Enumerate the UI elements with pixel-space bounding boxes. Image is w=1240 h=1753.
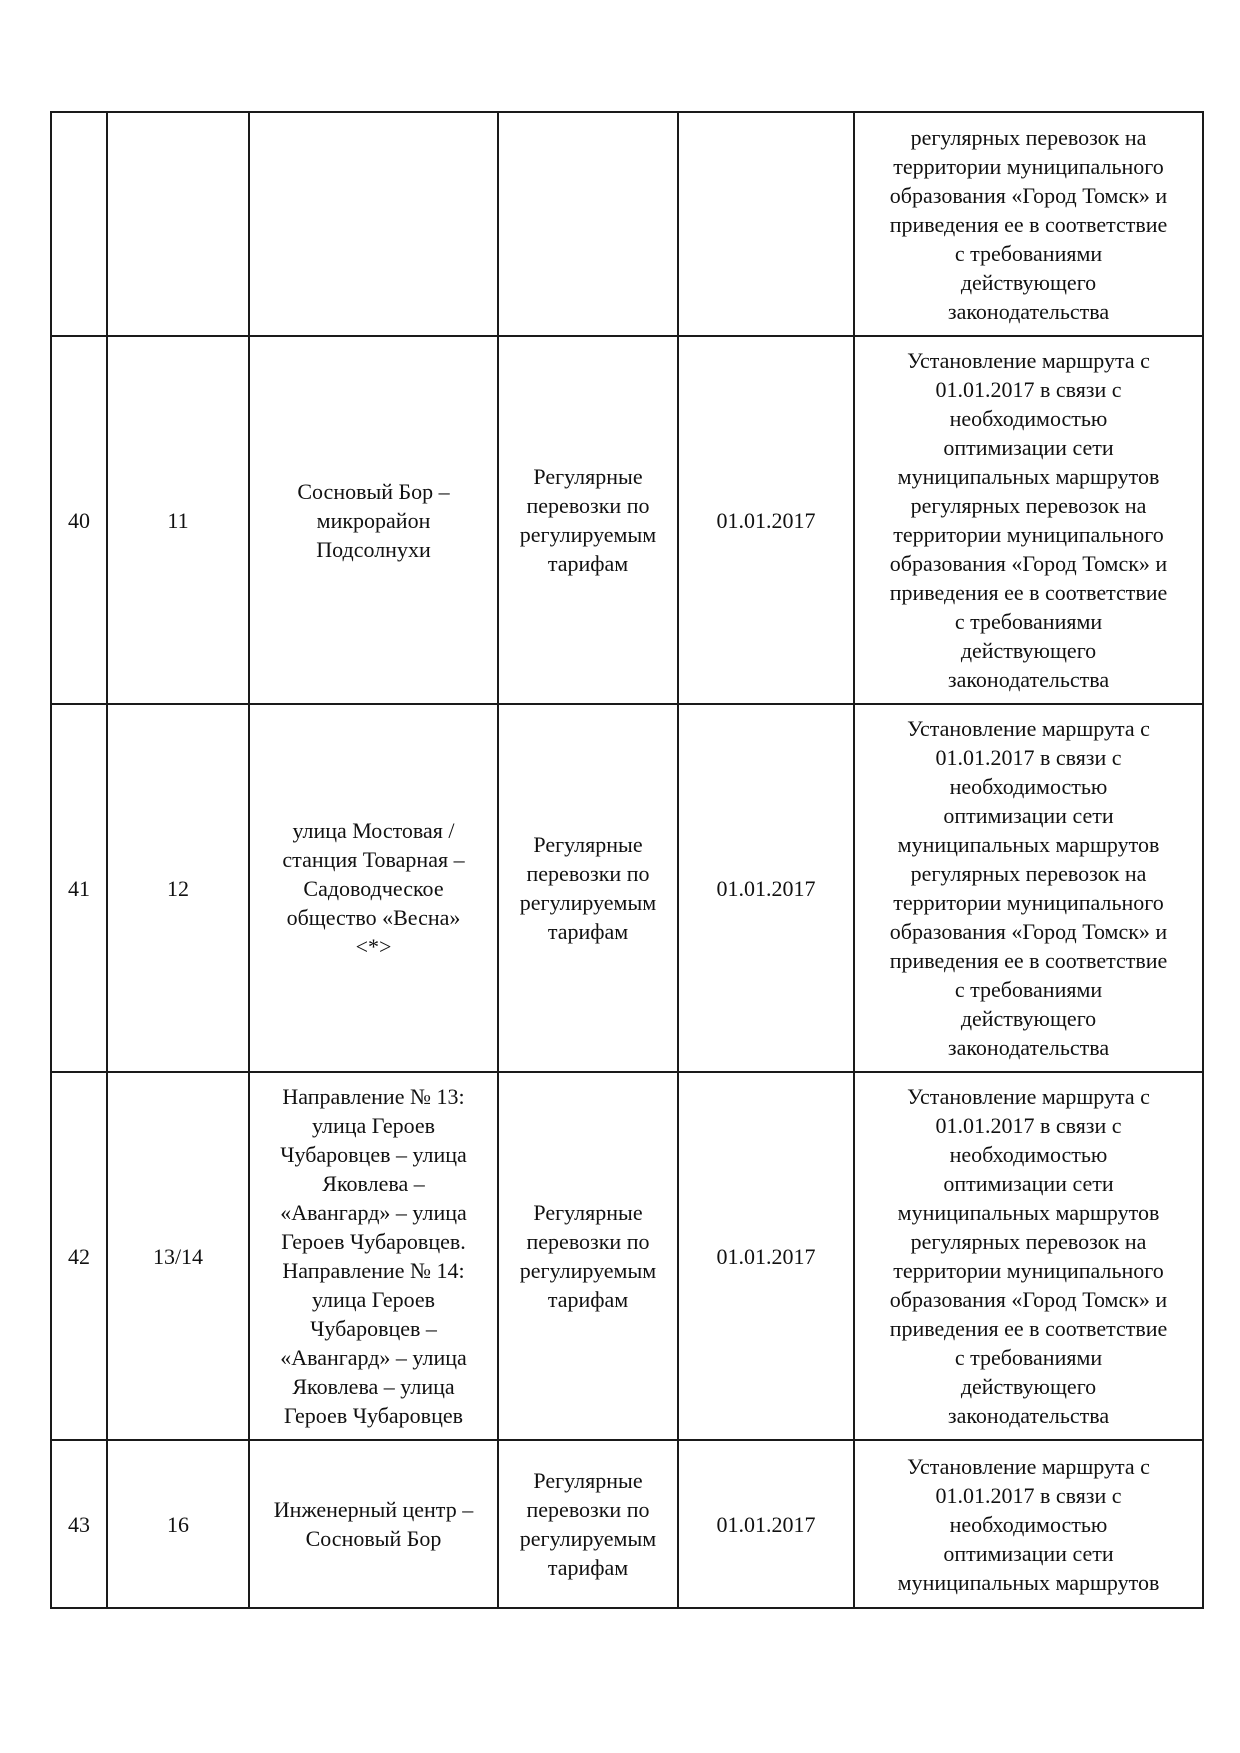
- reason-line: территории муниципального: [893, 522, 1164, 547]
- table-row: [51, 112, 1203, 336]
- reason-line: образования «Город Томск» и: [889, 182, 1168, 208]
- reason-cell: [854, 112, 1203, 336]
- start-date-cell: 01.01.2017: [678, 336, 854, 704]
- type-line: Регулярные: [533, 832, 643, 857]
- path-line: микрорайон: [316, 507, 431, 533]
- reason-line: действующего: [960, 1006, 1097, 1031]
- reason-line: территории муниципального: [893, 153, 1164, 179]
- routes-table: [50, 111, 1204, 1609]
- start-date-cell: [678, 112, 854, 336]
- reason-line: регулярных перевозок на: [910, 124, 1147, 150]
- path-line: Направление № 13:: [282, 1084, 465, 1109]
- type-line: тарифам: [547, 919, 629, 944]
- type-line: перевозки по: [526, 493, 650, 518]
- reason-line: оптимизации сети: [943, 1540, 1114, 1566]
- path-line: <*>: [355, 933, 392, 959]
- reason-line: приведения ее в соответствие: [889, 948, 1168, 973]
- reason-line: приведения ее в соответствие: [889, 1316, 1168, 1341]
- route-path-cell: [249, 112, 498, 336]
- route-path-cell: [249, 1072, 498, 1440]
- reason-line: с требованиями: [954, 1345, 1103, 1370]
- path-line: Сосновый Бор: [305, 1526, 442, 1551]
- type-line: тарифам: [547, 1555, 629, 1580]
- path-line: Героев Чубаровцев.: [281, 1229, 466, 1254]
- transport-type-cell: [498, 1072, 678, 1440]
- reason-cell: [854, 1072, 1203, 1440]
- reason-line: оптимизации сети: [943, 1171, 1114, 1196]
- path-line: Чубаровцев – улица: [280, 1142, 467, 1167]
- transport-type-cell: [498, 336, 678, 704]
- reason-line: муниципальных маршрутов: [897, 1200, 1160, 1225]
- row-number-cell: [51, 112, 107, 336]
- reason-line: территории муниципального: [893, 1258, 1164, 1283]
- row-number-cell: 43: [51, 1440, 107, 1608]
- reason-line: приведения ее в соответствие: [889, 211, 1168, 237]
- row-number-cell: 42: [51, 1072, 107, 1440]
- reason-cell: [854, 704, 1203, 1072]
- reason-line: законодательства: [947, 667, 1110, 692]
- reason-cell: [854, 1440, 1203, 1608]
- path-line: улица Героев: [311, 1287, 436, 1312]
- route-path-cell: [249, 336, 498, 704]
- type-line: регулируемым: [519, 1258, 657, 1283]
- reason-line: образования «Город Томск» и: [889, 551, 1168, 576]
- start-date-cell: 01.01.2017: [678, 1072, 854, 1440]
- route-number-cell: [107, 112, 249, 336]
- type-line: тарифам: [547, 551, 629, 576]
- reason-line: 01.01.2017 в связи с: [935, 1113, 1122, 1138]
- path-line: Садоводческое: [303, 875, 444, 901]
- type-line: перевозки по: [526, 1229, 650, 1254]
- reason-line: законодательства: [947, 1035, 1110, 1060]
- reason-line: Установление маршрута с: [907, 716, 1150, 741]
- route-path-cell: [249, 1440, 498, 1608]
- type-line: тарифам: [547, 1287, 629, 1312]
- reason-line: регулярных перевозок на: [910, 493, 1147, 518]
- start-date-cell: 01.01.2017: [678, 704, 854, 1072]
- reason-line: муниципальных маршрутов: [897, 832, 1160, 857]
- reason-line: необходимостью: [949, 774, 1108, 799]
- path-line: улица Героев: [311, 1113, 436, 1138]
- reason-line: оптимизации сети: [943, 803, 1114, 828]
- path-line: общество «Весна»: [286, 904, 461, 930]
- reason-line: Установление маршрута с: [907, 1453, 1150, 1479]
- path-line: Направление № 14:: [282, 1258, 465, 1283]
- reason-line: Установление маршрута с: [907, 1084, 1150, 1109]
- reason-line: регулярных перевозок на: [910, 861, 1147, 886]
- transport-type-cell: [498, 704, 678, 1072]
- type-line: регулируемым: [519, 522, 657, 547]
- reason-line: муниципальных маршрутов: [897, 464, 1160, 489]
- route-number-cell: 13/14: [107, 1072, 249, 1440]
- path-line: Инженерный центр –: [273, 1497, 474, 1522]
- reason-line: необходимостью: [949, 1142, 1108, 1167]
- reason-line: законодательства: [947, 298, 1110, 324]
- path-line: «Авангард» – улица: [280, 1345, 467, 1370]
- reason-line: оптимизации сети: [943, 435, 1114, 460]
- route-number-cell: 12: [107, 704, 249, 1072]
- reason-line: законодательства: [947, 1403, 1110, 1428]
- reason-line: территории муниципального: [893, 890, 1164, 915]
- table-row: [51, 1072, 1203, 1440]
- reason-line: действующего: [960, 269, 1097, 295]
- path-line: Яковлева – улица: [292, 1374, 455, 1399]
- reason-line: приведения ее в соответствие: [889, 580, 1168, 605]
- reason-line: образования «Город Томск» и: [889, 1287, 1168, 1312]
- path-line: Сосновый Бор –: [297, 478, 450, 504]
- type-line: регулируемым: [519, 1526, 657, 1551]
- path-line: улица Мостовая /: [292, 817, 455, 843]
- reason-line: действующего: [960, 1374, 1097, 1399]
- path-line: станция Товарная –: [282, 846, 465, 872]
- reason-line: муниципальных маршрутов: [897, 1569, 1160, 1595]
- start-date-cell: 01.01.2017: [678, 1440, 854, 1608]
- route-number-cell: 16: [107, 1440, 249, 1608]
- reason-line: необходимостью: [949, 406, 1108, 431]
- reason-cell: [854, 336, 1203, 704]
- reason-line: образования «Город Томск» и: [889, 919, 1168, 944]
- reason-line: действующего: [960, 638, 1097, 663]
- type-line: Регулярные: [533, 1468, 643, 1493]
- reason-line: 01.01.2017 в связи с: [935, 377, 1122, 402]
- table-row: [51, 1440, 1203, 1608]
- table-row: [51, 704, 1203, 1072]
- reason-line: регулярных перевозок на: [910, 1229, 1147, 1254]
- type-line: регулируемым: [519, 890, 657, 915]
- type-line: перевозки по: [526, 861, 650, 886]
- reason-line: с требованиями: [954, 977, 1103, 1002]
- path-line: Подсолнухи: [316, 536, 431, 562]
- type-line: Регулярные: [533, 464, 643, 489]
- row-number-cell: 41: [51, 704, 107, 1072]
- row-number-cell: 40: [51, 336, 107, 704]
- route-number-cell: 11: [107, 336, 249, 704]
- reason-line: Установление маршрута с: [907, 348, 1150, 373]
- path-line: Яковлева –: [322, 1171, 425, 1196]
- route-path-cell: [249, 704, 498, 1072]
- reason-line: необходимостью: [949, 1511, 1108, 1537]
- reason-line: 01.01.2017 в связи с: [935, 745, 1122, 770]
- reason-line: 01.01.2017 в связи с: [935, 1482, 1122, 1508]
- table-row: [51, 336, 1203, 704]
- type-line: перевозки по: [526, 1497, 650, 1522]
- path-line: «Авангард» – улица: [280, 1200, 467, 1225]
- reason-line: с требованиями: [954, 609, 1103, 634]
- transport-type-cell: [498, 112, 678, 336]
- transport-type-cell: [498, 1440, 678, 1608]
- path-line: Чубаровцев –: [310, 1316, 437, 1341]
- path-line: Героев Чубаровцев: [283, 1403, 463, 1428]
- reason-line: с требованиями: [954, 240, 1103, 266]
- type-line: Регулярные: [533, 1200, 643, 1225]
